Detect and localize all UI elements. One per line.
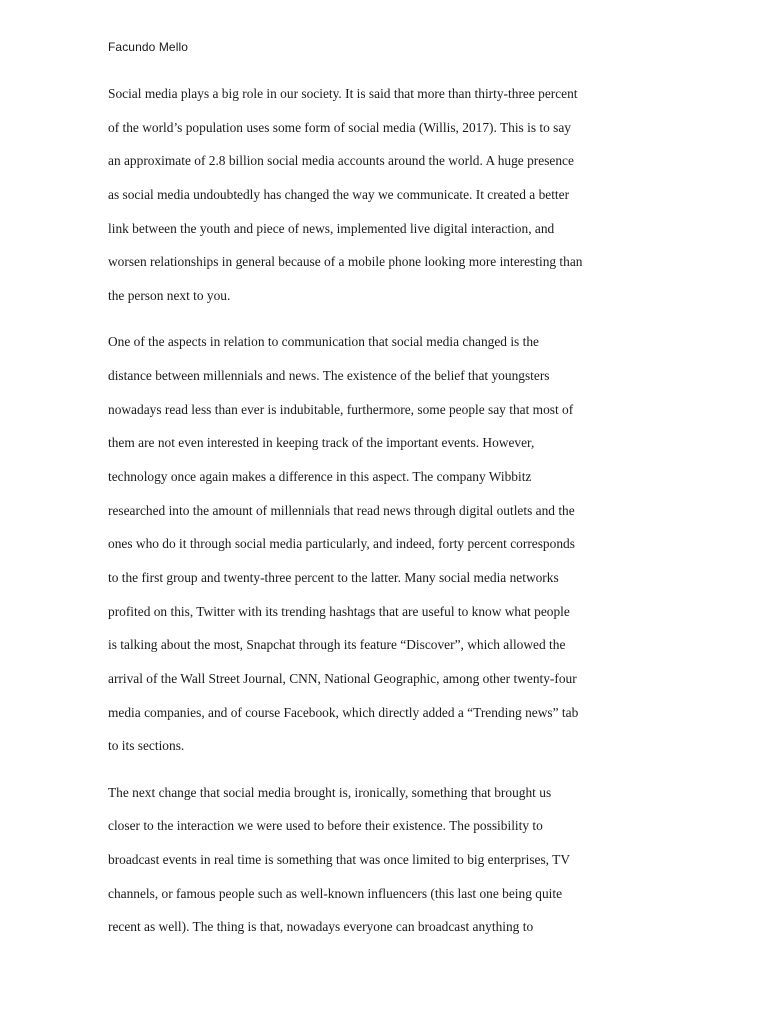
paragraph-line: ones who do it through social media particularly, and indeed, forty percent corresponds [108,536,575,552]
paragraph-line: media companies, and of course Facebook, which directly added a “Trending news” tab [108,704,579,720]
paragraph-line: researched into the amount of millennials that read news through digital outlets and the [108,502,575,518]
paragraph-2 [108,330,668,768]
paragraph-line: recent as well). The thing is that, nowadays everyone can broadcast anything to [108,919,534,935]
paragraph-line: to the first group and twenty-three percent to the latter. Many social media networks [108,570,559,586]
paragraph-line: closer to the interaction we were used to before their existence. The possibility to [108,818,543,834]
paragraph-line: channels, or famous people such as well-known influencers (this last one being quite [108,885,563,901]
paragraph-line: technology once again makes a difference in this aspect. The company Wibbitz [108,468,532,484]
paragraph-line: an approximate of 2.8 billion social media accounts around the world. A huge presence [108,153,574,169]
paragraph-line: worsen relationships in general because of a mobile phone looking more interesting than [108,254,583,270]
paragraph-line: distance between millennials and news. The existence of the belief that youngsters [108,367,550,383]
paragraph-3 [108,781,668,949]
paragraph-line: as social media undoubtedly has changed the way we communicate. It created a better [108,187,570,203]
paragraph-line: the person next to you. [108,288,231,304]
paragraph-line: is talking about the most, Snapchat through its feature “Discover”, which allowed the [108,637,566,653]
essay-body [108,82,668,961]
paragraph-line: The next change that social media brought is, ironically, something that brought us [108,784,552,800]
paragraph-line: to its sections. [108,738,185,754]
paragraph-line: nowadays read less than ever is indubitable, furthermore, some people say that most of [108,401,574,417]
paragraph-line: link between the youth and piece of news, implemented live digital interaction, and [108,220,555,236]
paragraph-line: arrival of the Wall Street Journal, CNN, National Geographic, among other twenty-four [108,671,577,687]
author-name: Facundo Mello [108,40,189,54]
paragraph-line: of the world’s population uses some form of social media (Willis, 2017). This is to say [108,119,571,135]
paragraph-line: Social media plays a big role in our society. It is said that more than thirty-three percent [108,86,578,101]
paragraph-line: One of the aspects in relation to communication that social media changed is the [108,334,539,350]
paragraph-line: broadcast events in real time is something that was once limited to big enterprises, TV [108,851,570,867]
paragraph-line: profited on this, Twitter with its trending hashtags that are useful to know what people [108,603,570,619]
paragraph-line: them are not even interested in keeping track of the important events. However, [108,435,535,451]
paragraph-1 [108,82,668,318]
